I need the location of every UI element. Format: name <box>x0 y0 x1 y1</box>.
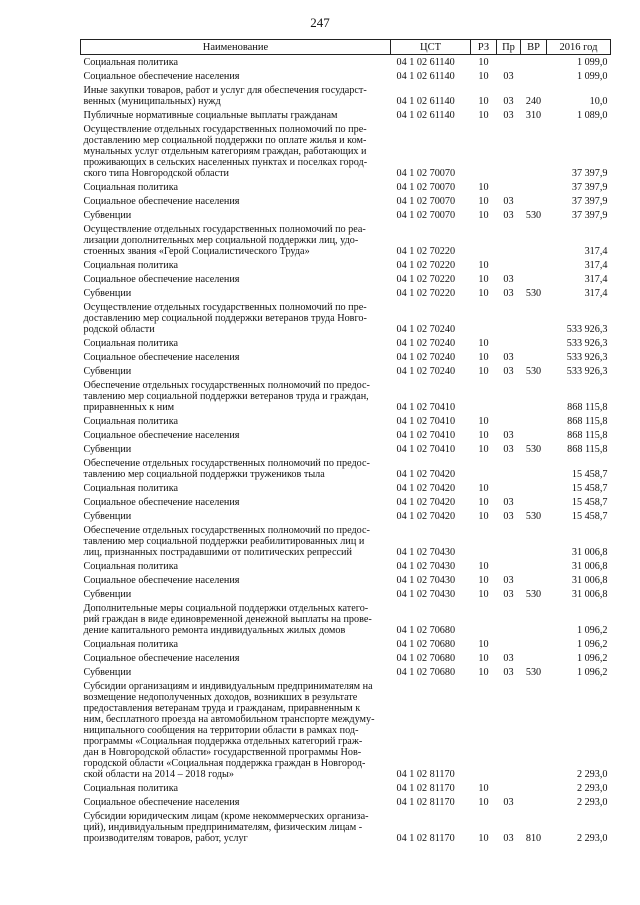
table-row <box>81 481 611 495</box>
table-row <box>81 523 611 559</box>
row-amount: 31 006,8 <box>571 589 608 600</box>
row-vr <box>521 456 547 481</box>
row-amount: 868 115,8 <box>567 444 608 455</box>
row-amount: 37 397,9 <box>571 168 608 179</box>
row-vr <box>521 336 547 350</box>
row-cst: 04 1 02 70070 <box>396 182 456 193</box>
table-row <box>81 194 611 208</box>
row-amount: 31 006,8 <box>571 575 608 586</box>
row-cst: 04 1 02 70410 <box>396 416 456 427</box>
table-row <box>81 637 611 651</box>
row-vr <box>521 559 547 573</box>
row-pr: 03 <box>503 71 514 82</box>
row-pr: 03 <box>503 110 514 121</box>
row-vr: 240 <box>525 96 542 107</box>
row-cst: 04 1 02 70430 <box>396 575 456 586</box>
row-name: Социальная политика <box>83 483 179 494</box>
row-vr <box>521 651 547 665</box>
row-name: Дополнительные меры социальной поддержки отдельных катего- рий граждан в виде единовременной денежной выплаты на прове- дение капитального ремонта индивидуальных жилых домов <box>83 603 372 636</box>
row-cst: 04 1 02 70420 <box>396 511 456 522</box>
row-vr: 530 <box>525 366 542 377</box>
row-pr <box>497 258 521 272</box>
row-pr <box>497 523 521 559</box>
row-amount: 2 293,0 <box>576 783 608 794</box>
row-name: Осуществление отдельных государственных полномочий по пре- доставлению мер социальной поддержки по оплате жилья и ком- мунальных услуг отдельным категориям граждан, работающих и проживающих в сельских населенных пунктах и поселках город- ского типа Новгородской области <box>83 124 368 179</box>
row-rz: 10 <box>478 57 489 68</box>
row-pr <box>497 637 521 651</box>
row-cst: 04 1 02 70420 <box>396 497 456 508</box>
row-rz: 10 <box>478 352 489 363</box>
row-cst: 04 1 02 70220 <box>396 288 456 299</box>
row-vr <box>521 180 547 194</box>
row-pr <box>497 414 521 428</box>
row-amount: 37 397,9 <box>571 210 608 221</box>
row-name: Социальная политика <box>83 783 179 794</box>
table-row <box>81 495 611 509</box>
row-amount: 1 089,0 <box>576 110 608 121</box>
row-vr <box>521 350 547 364</box>
row-amount: 868 115,8 <box>567 430 608 441</box>
row-amount: 2 293,0 <box>576 769 608 780</box>
row-vr: 530 <box>525 444 542 455</box>
row-rz: 10 <box>478 444 489 455</box>
row-rz <box>471 523 497 559</box>
row-rz <box>471 601 497 637</box>
row-vr: 530 <box>525 667 542 678</box>
row-pr <box>497 559 521 573</box>
row-amount: 533 926,3 <box>566 338 608 349</box>
row-cst: 04 1 02 70240 <box>396 366 456 377</box>
row-pr: 03 <box>503 352 514 363</box>
table-row <box>81 587 611 601</box>
row-cst: 04 1 02 81170 <box>396 769 455 780</box>
row-name: Социальное обеспечение населения <box>83 497 240 508</box>
row-name: Субвенции <box>83 366 132 377</box>
row-amount: 1 099,0 <box>576 71 608 82</box>
row-vr <box>521 69 547 83</box>
row-rz <box>471 300 497 336</box>
row-rz: 10 <box>478 797 489 808</box>
row-name: Субвенции <box>83 589 132 600</box>
row-pr: 03 <box>503 575 514 586</box>
row-vr <box>521 194 547 208</box>
row-rz: 10 <box>478 639 489 650</box>
row-rz: 10 <box>478 288 489 299</box>
table-row <box>81 414 611 428</box>
table-row <box>81 601 611 637</box>
row-rz: 10 <box>478 783 489 794</box>
table-row <box>81 55 611 70</box>
row-vr <box>521 795 547 809</box>
row-name: Субвенции <box>83 511 132 522</box>
row-amount: 317,4 <box>584 288 608 299</box>
row-amount: 1 096,2 <box>576 667 608 678</box>
row-name: Социальное обеспечение населения <box>83 653 240 664</box>
row-amount: 37 397,9 <box>571 182 608 193</box>
row-cst: 04 1 02 70420 <box>396 469 456 480</box>
table-row <box>81 428 611 442</box>
row-pr <box>497 781 521 795</box>
row-vr: 530 <box>525 210 542 221</box>
row-vr <box>521 258 547 272</box>
row-cst: 04 1 02 70430 <box>396 547 456 558</box>
row-pr <box>497 336 521 350</box>
row-pr: 03 <box>503 833 514 844</box>
table-row <box>81 286 611 300</box>
row-name: Социальное обеспечение населения <box>83 797 240 808</box>
table-row <box>81 651 611 665</box>
row-vr: 530 <box>525 511 542 522</box>
row-name: Социальное обеспечение населения <box>83 352 240 363</box>
row-pr <box>497 481 521 495</box>
row-vr: 310 <box>525 110 542 121</box>
row-pr: 03 <box>503 96 514 107</box>
row-pr <box>497 378 521 414</box>
table-row <box>81 122 611 180</box>
row-vr <box>521 637 547 651</box>
row-vr <box>521 300 547 336</box>
row-name: Осуществление отдельных государственных полномочий по пре- доставлению мер социальной поддержки ветеранов труда Новго- родской области <box>83 302 367 335</box>
row-name: Социальная политика <box>83 182 179 193</box>
row-name: Социальное обеспечение населения <box>83 430 240 441</box>
table-row <box>81 795 611 809</box>
row-name: Обеспечение отдельных государственных полномочий по предос- тавлению мер социальной поддержки ветеранов труда и граждан, приравненных к ним <box>83 380 370 413</box>
row-amount: 317,4 <box>584 260 608 271</box>
table-row <box>81 69 611 83</box>
header-pr: Пр <box>497 40 521 55</box>
table-row <box>81 336 611 350</box>
row-amount: 15 458,7 <box>571 469 608 480</box>
row-name: Субвенции <box>83 444 132 455</box>
table-row <box>81 781 611 795</box>
row-pr: 03 <box>503 511 514 522</box>
table-row <box>81 509 611 523</box>
row-amount: 317,4 <box>584 274 608 285</box>
row-vr <box>521 523 547 559</box>
table-row <box>81 83 611 108</box>
row-name: Социальное обеспечение населения <box>83 196 240 207</box>
row-rz: 10 <box>478 274 489 285</box>
row-pr: 03 <box>503 196 514 207</box>
table-row <box>81 665 611 679</box>
row-amount: 2 293,0 <box>576 797 608 808</box>
row-name: Социальная политика <box>83 416 179 427</box>
table-body <box>81 55 611 846</box>
row-cst: 04 1 02 61140 <box>396 110 455 121</box>
row-amount: 1 096,2 <box>576 625 608 636</box>
row-name: Социальная политика <box>83 57 179 68</box>
row-amount: 1 099,0 <box>576 57 608 68</box>
row-name: Социальное обеспечение населения <box>83 575 240 586</box>
row-vr <box>521 601 547 637</box>
row-pr <box>497 55 521 70</box>
row-rz: 10 <box>478 430 489 441</box>
header-year: 2016 год <box>547 40 611 55</box>
row-rz <box>471 378 497 414</box>
table-row <box>81 442 611 456</box>
row-name: Иные закупки товаров, работ и услуг для обеспечения государст- венных (муниципальных) нужд <box>83 85 367 107</box>
row-pr: 03 <box>503 497 514 508</box>
row-amount: 533 926,3 <box>566 324 608 335</box>
row-rz: 10 <box>478 497 489 508</box>
row-vr <box>521 481 547 495</box>
row-name: Субсидии юридическим лицам (кроме некоммерческих организа- ций), индивидуальным предпринимателям, физическим лицам - производителям товаров, работ, услуг <box>83 811 369 844</box>
row-rz: 10 <box>478 210 489 221</box>
row-rz: 10 <box>478 561 489 572</box>
table-row <box>81 573 611 587</box>
row-name: Субвенции <box>83 667 132 678</box>
row-cst: 04 1 02 70420 <box>396 483 456 494</box>
row-cst: 04 1 02 70070 <box>396 168 456 179</box>
row-cst: 04 1 02 70410 <box>396 430 456 441</box>
row-name: Социальная политика <box>83 639 179 650</box>
row-cst: 04 1 02 61140 <box>396 57 455 68</box>
table-row <box>81 258 611 272</box>
row-cst: 04 1 02 70240 <box>396 338 456 349</box>
row-pr: 03 <box>503 366 514 377</box>
row-cst: 04 1 02 61140 <box>396 71 455 82</box>
row-rz: 10 <box>478 589 489 600</box>
row-cst: 04 1 02 70410 <box>396 444 456 455</box>
row-cst: 04 1 02 70410 <box>396 402 456 413</box>
row-rz: 10 <box>478 667 489 678</box>
row-pr <box>497 122 521 180</box>
row-cst: 04 1 02 81170 <box>396 833 455 844</box>
row-pr: 03 <box>503 797 514 808</box>
row-amount: 533 926,3 <box>566 352 608 363</box>
row-name: Субвенции <box>83 210 132 221</box>
row-vr: 530 <box>525 288 542 299</box>
row-vr <box>521 679 547 781</box>
header-rz: РЗ <box>471 40 497 55</box>
row-name: Субвенции <box>83 288 132 299</box>
table-header-row <box>81 40 611 55</box>
row-vr <box>521 55 547 70</box>
row-cst: 04 1 02 70240 <box>396 324 456 335</box>
row-pr: 03 <box>503 653 514 664</box>
row-vr <box>521 222 547 258</box>
table-row <box>81 222 611 258</box>
row-amount: 31 006,8 <box>571 547 608 558</box>
row-amount: 868 115,8 <box>567 402 608 413</box>
row-amount: 533 926,3 <box>566 366 608 377</box>
row-pr: 03 <box>503 667 514 678</box>
row-vr: 810 <box>525 833 542 844</box>
row-name: Социальная политика <box>83 260 179 271</box>
row-rz: 10 <box>478 833 489 844</box>
row-rz: 10 <box>478 96 489 107</box>
row-cst: 04 1 02 81170 <box>396 783 455 794</box>
row-cst: 04 1 02 70070 <box>396 210 456 221</box>
row-vr <box>521 495 547 509</box>
row-pr <box>497 456 521 481</box>
row-name: Субсидии организациям и индивидуальным предпринимателям на возмещение недополученных доходов, возникших в результате предоставления ветеранам труда и гражданам, приравненным к ним, бесплатного проезда на автомобильном транспорте междуму- ниципального сообщения на территории области в рамках под- программы «Социальная поддержка отдельных категорий граж- дан в Новгородской области» государственной программы Нов- городской области «Социальная поддержка граждан в Новгород- ской области на 2014 – 2018 годы» <box>83 681 375 780</box>
row-cst: 04 1 02 70430 <box>396 561 456 572</box>
header-name: Наименование <box>81 40 391 55</box>
row-pr: 03 <box>503 444 514 455</box>
row-rz <box>471 222 497 258</box>
row-rz: 10 <box>478 653 489 664</box>
row-name: Публичные нормативные социальные выплаты гражданам <box>83 110 338 121</box>
row-cst: 04 1 02 70220 <box>396 246 456 257</box>
row-cst: 04 1 02 70070 <box>396 196 456 207</box>
table-row <box>81 300 611 336</box>
row-name: Осуществление отдельных государственных полномочий по реа- лизации дополнительных мер социальной поддержки лиц, удо- стоенных звания «Герой Социалистического Труда» <box>83 224 366 257</box>
row-pr <box>497 180 521 194</box>
row-amount: 317,4 <box>584 246 608 257</box>
row-amount: 2 293,0 <box>576 833 608 844</box>
row-name: Обеспечение отдельных государственных полномочий по предос- тавлению мер социальной поддержки реабилитированных лиц и лиц, признанных пострадавшими от политических репрессий <box>83 525 370 558</box>
row-vr <box>521 122 547 180</box>
row-cst: 04 1 02 70680 <box>396 639 456 650</box>
row-pr: 03 <box>503 210 514 221</box>
table-row <box>81 364 611 378</box>
table-row <box>81 809 611 845</box>
row-amount: 15 458,7 <box>571 483 608 494</box>
row-vr <box>521 272 547 286</box>
table-row <box>81 679 611 781</box>
table-row <box>81 378 611 414</box>
table-row <box>81 456 611 481</box>
row-vr <box>521 573 547 587</box>
row-rz: 10 <box>478 483 489 494</box>
row-cst: 04 1 02 70680 <box>396 653 456 664</box>
row-cst: 04 1 02 70240 <box>396 352 456 363</box>
row-pr: 03 <box>503 288 514 299</box>
row-vr <box>521 781 547 795</box>
row-vr <box>521 378 547 414</box>
row-rz: 10 <box>478 110 489 121</box>
row-pr <box>497 300 521 336</box>
header-vr: ВР <box>521 40 547 55</box>
row-cst: 04 1 02 81170 <box>396 797 455 808</box>
row-pr: 03 <box>503 274 514 285</box>
row-vr: 530 <box>525 589 542 600</box>
table-row <box>81 108 611 122</box>
row-rz: 10 <box>478 338 489 349</box>
row-cst: 04 1 02 70680 <box>396 667 456 678</box>
row-amount: 1 096,2 <box>576 653 608 664</box>
row-name: Социальное обеспечение населения <box>83 71 240 82</box>
row-name: Социальная политика <box>83 338 179 349</box>
row-amount: 37 397,9 <box>571 196 608 207</box>
row-rz: 10 <box>478 182 489 193</box>
row-cst: 04 1 02 70680 <box>396 625 456 636</box>
page-number: 247 <box>310 15 330 30</box>
row-rz <box>471 122 497 180</box>
row-rz: 10 <box>478 260 489 271</box>
budget-table <box>80 39 611 845</box>
row-rz: 10 <box>478 196 489 207</box>
row-rz: 10 <box>478 511 489 522</box>
row-pr <box>497 679 521 781</box>
table-row <box>81 180 611 194</box>
row-rz: 10 <box>478 366 489 377</box>
row-pr: 03 <box>503 430 514 441</box>
row-amount: 15 458,7 <box>571 511 608 522</box>
row-pr <box>497 222 521 258</box>
row-cst: 04 1 02 70220 <box>396 260 456 271</box>
table-row <box>81 350 611 364</box>
row-name: Обеспечение отдельных государственных полномочий по предос- тавлению мер социальной поддержки тружеников тыла <box>83 458 370 480</box>
row-cst: 04 1 02 61140 <box>396 96 455 107</box>
table-row <box>81 559 611 573</box>
header-cst: ЦСТ <box>391 40 471 55</box>
row-name: Социальное обеспечение населения <box>83 274 240 285</box>
row-pr <box>497 601 521 637</box>
row-cst: 04 1 02 70220 <box>396 274 456 285</box>
row-rz <box>471 679 497 781</box>
row-rz: 10 <box>478 416 489 427</box>
row-name: Социальная политика <box>83 561 179 572</box>
table-row <box>81 208 611 222</box>
row-vr <box>521 428 547 442</box>
row-amount: 10,0 <box>589 96 608 107</box>
table-row <box>81 272 611 286</box>
row-rz: 10 <box>478 71 489 82</box>
row-amount: 868 115,8 <box>567 416 608 427</box>
row-pr: 03 <box>503 589 514 600</box>
row-rz: 10 <box>478 575 489 586</box>
row-amount: 31 006,8 <box>571 561 608 572</box>
row-vr <box>521 414 547 428</box>
row-amount: 1 096,2 <box>576 639 608 650</box>
row-amount: 15 458,7 <box>571 497 608 508</box>
row-rz <box>471 456 497 481</box>
row-cst: 04 1 02 70430 <box>396 589 456 600</box>
